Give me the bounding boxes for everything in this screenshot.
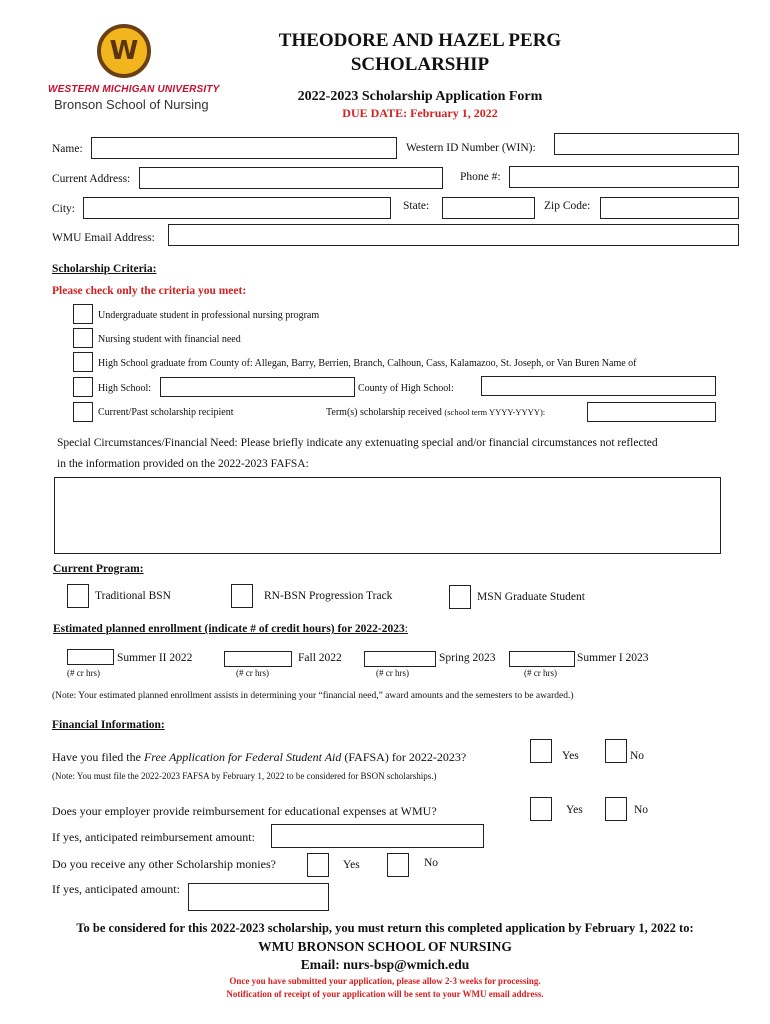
- other-amount-label: If yes, anticipated amount:: [52, 882, 180, 896]
- enrollment-heading: [53, 623, 408, 635]
- criteria-heading: Scholarship Criteria:: [52, 263, 157, 275]
- fafsa-no-label: No: [630, 750, 645, 762]
- summer-ii-hours-field[interactable]: [67, 649, 114, 665]
- other-amount-field[interactable]: [188, 883, 329, 911]
- footer-school-name: WMU BRONSON SCHOOL OF NURSING: [258, 939, 512, 954]
- employer-no-label: No: [634, 804, 649, 816]
- fafsa-question-pre: Have you filed the: [52, 750, 144, 764]
- reimbursement-amount-label: If yes, anticipated reimbursement amount:: [52, 830, 255, 844]
- summer-i-hint: (# cr hrs): [524, 668, 557, 678]
- program-heading: Current Program:: [53, 563, 144, 575]
- fall-label: Fall 2022: [298, 652, 342, 664]
- terms-field[interactable]: [587, 402, 716, 422]
- employer-yes-checkbox[interactable]: [530, 797, 552, 821]
- spring-hint: (# cr hrs): [376, 668, 409, 678]
- footer-email: Email: nurs-bsp@wmich.edu: [300, 957, 470, 972]
- high-school-field[interactable]: [160, 377, 355, 397]
- other-yes-checkbox[interactable]: [307, 853, 329, 877]
- win-label: Western ID Number (WIN):: [406, 142, 536, 154]
- email-field[interactable]: [168, 224, 739, 246]
- program-label-rn-bsn: RN-BSN Progression Track: [264, 590, 393, 602]
- program-checkbox-rn-bsn[interactable]: [231, 584, 253, 608]
- fafsa-question-post: (FAFSA) for 2022-2023?: [341, 750, 467, 764]
- reimbursement-amount-field[interactable]: [271, 824, 484, 848]
- criteria-checkbox-past-recipient[interactable]: [73, 402, 93, 422]
- phone-field[interactable]: [509, 166, 739, 188]
- fafsa-no-checkbox[interactable]: [605, 739, 627, 763]
- criteria-checkbox-county[interactable]: [73, 352, 93, 372]
- zip-field[interactable]: [600, 197, 739, 219]
- criteria-label-undergrad: Undergraduate student in professional nursing program: [98, 310, 320, 321]
- fafsa-question-italic: Free Application for Federal Student Aid: [143, 750, 342, 764]
- form-subtitle: 2022-2023 Scholarship Application Form: [297, 89, 543, 104]
- criteria-instruction: Please check only the criteria you meet:: [52, 285, 247, 297]
- fafsa-question: [52, 750, 466, 765]
- special-circumstances-line1: Special Circumstances/Financial Need: Please briefly indicate any extenuating special and/or financial circumstances not reflected: [57, 437, 658, 449]
- employer-no-checkbox[interactable]: [605, 797, 627, 821]
- fafsa-yes-label: Yes: [562, 750, 579, 762]
- state-field[interactable]: [442, 197, 535, 219]
- summer-ii-label: Summer II 2022: [117, 652, 193, 664]
- enrollment-heading-text: Estimated planned enrollment (indicate # of credit hours) for 2022-2023: [53, 623, 405, 635]
- name-label: Name:: [52, 143, 83, 155]
- terms-label: [326, 407, 545, 418]
- enrollment-note: (Note: Your estimated planned enrollment assists in determining your “financial need,” award amounts and the semesters to be awarded.): [52, 691, 574, 701]
- footer-note-processing: Once you have submitted your application, please allow 2-3 weeks for processing.: [229, 976, 541, 986]
- criteria-label-financial-need: Nursing student with financial need: [98, 334, 241, 345]
- other-scholarship-question: Do you receive any other Scholarship monies?: [52, 857, 276, 871]
- high-school-label: High School:: [98, 383, 152, 394]
- university-name: WESTERN MICHIGAN UNIVERSITY: [48, 84, 220, 95]
- spring-hours-field[interactable]: [364, 651, 436, 667]
- phone-label: Phone #:: [460, 171, 501, 183]
- footer-note-notification: Notification of receipt of your application will be sent to your WMU email address.: [226, 989, 544, 999]
- criteria-checkbox-high-school[interactable]: [73, 377, 93, 397]
- email-label: WMU Email Address:: [52, 232, 155, 244]
- fall-hint: (# cr hrs): [236, 668, 269, 678]
- criteria-checkbox-financial-need[interactable]: [73, 328, 93, 348]
- footer-instructions: To be considered for this 2022-2023 scholarship, you must return this completed application by February 1, 2022 to:: [76, 921, 694, 935]
- other-no-label: No: [424, 857, 439, 869]
- zip-label: Zip Code:: [544, 200, 591, 212]
- enrollment-heading-colon: :: [404, 623, 408, 635]
- due-date: DUE DATE: February 1, 2022: [342, 106, 498, 120]
- address-label: Current Address:: [52, 173, 131, 185]
- criteria-checkbox-undergrad[interactable]: [73, 304, 93, 324]
- county-field[interactable]: [481, 376, 716, 396]
- special-circumstances-textarea[interactable]: [54, 477, 721, 554]
- employer-yes-label: Yes: [566, 804, 583, 816]
- employer-question: Does your employer provide reimbursement for educational expenses at WMU?: [52, 804, 437, 818]
- criteria-label-past-recipient: Current/Past scholarship recipient: [98, 407, 234, 418]
- special-circumstances-line2: in the information provided on the 2022-2023 FAFSA:: [57, 458, 309, 470]
- school-name: Bronson School of Nursing: [54, 97, 209, 112]
- terms-label-text: Term(s) scholarship received: [326, 407, 442, 418]
- other-yes-label: Yes: [343, 859, 360, 871]
- page-title-line2: SCHOLARSHIP: [350, 54, 490, 75]
- summer-i-label: Summer I 2023: [577, 652, 649, 664]
- fafsa-note: (Note: You must file the 2022-2023 FAFSA by February 1, 2022 to be considered for BSON scholarships.): [52, 771, 437, 781]
- criteria-label-county: High School graduate from County of: Allegan, Barry, Berrien, Branch, Calhoun, Cass, Kalamazoo, St. Joseph, or Van Buren Name of: [98, 358, 637, 369]
- summer-ii-hint: (# cr hrs): [67, 668, 100, 678]
- financial-heading: Financial Information:: [52, 719, 165, 731]
- wmu-logo-icon: W: [97, 24, 151, 78]
- other-no-checkbox[interactable]: [387, 853, 409, 877]
- page-title-line1: THEODORE AND HAZEL PERG: [278, 30, 562, 51]
- fafsa-yes-checkbox[interactable]: [530, 739, 552, 763]
- city-field[interactable]: [83, 197, 391, 219]
- program-label-msn: MSN Graduate Student: [477, 591, 585, 603]
- program-checkbox-traditional-bsn[interactable]: [67, 584, 89, 608]
- terms-hint: (school term YYYY-YYYY):: [444, 407, 546, 417]
- spring-label: Spring 2023: [439, 652, 496, 664]
- county-label: County of High School:: [358, 383, 454, 394]
- win-field[interactable]: [554, 133, 739, 155]
- state-label: State:: [403, 200, 430, 212]
- name-field[interactable]: [91, 137, 397, 159]
- city-label: City:: [52, 203, 76, 215]
- fall-hours-field[interactable]: [224, 651, 292, 667]
- program-checkbox-msn[interactable]: [449, 585, 471, 609]
- address-field[interactable]: [139, 167, 443, 189]
- program-label-traditional-bsn: Traditional BSN: [95, 590, 171, 602]
- summer-i-hours-field[interactable]: [509, 651, 575, 667]
